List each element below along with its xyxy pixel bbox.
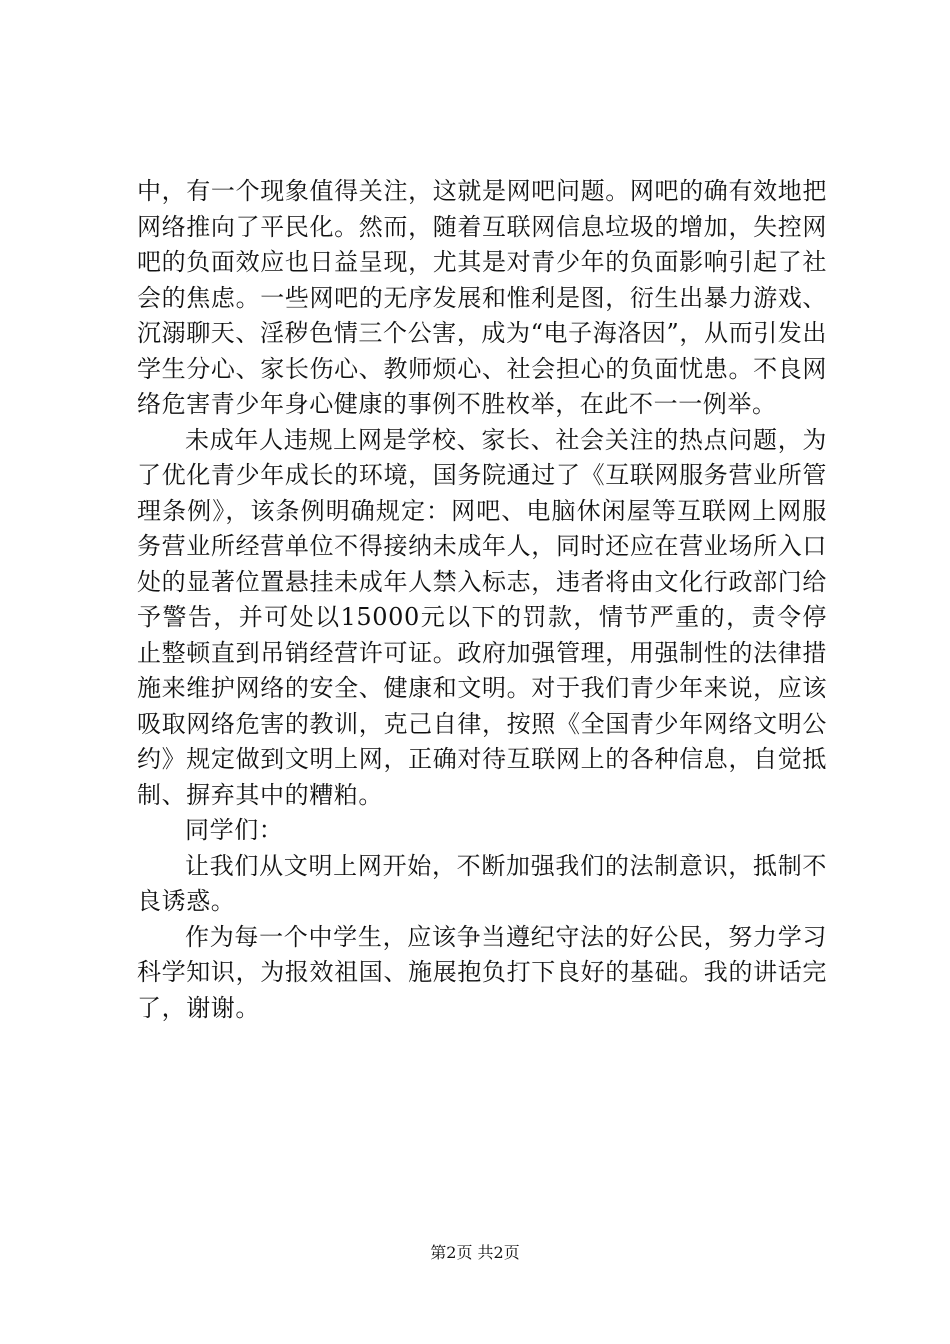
paragraph-salutation: 同学们：	[185, 816, 284, 844]
paragraph-regulation: 未成年人违规上网是学校、家长、社会关注的热点问题，为了优化青少年成长的环境，国务院通过了《互联网服务营业所管理条例》，该条例明确规定：网吧、电脑休闲屋等互联网上网服务营业所经营单位不得接纳未成年人，同时还应在营业场所入口处的显著位置悬挂未成年人禁入标志，违者将由文化行政部门给予警告，并可处以15000元以下的罚款，情节严重的，责令停止整顿直到吊销经营许可证。政府加强管理，用强制性的法律措施来维护网络的安全、健康和文明。对于我们青少年来说，应该吸取网络危害的教训，克己自律，按照《全国青少年网络文明公约》规定做到文明上网，正确对待互联网上的各种信息，自觉抵制、摒弃其中的糟粕。	[137, 425, 827, 809]
paragraph-call-to-action: 让我们从文明上网开始，不断加强我们的法制意识，抵制不良诱惑。	[137, 851, 827, 915]
paragraph-closing: 作为每一个中学生，应该争当遵纪守法的好公民，努力学习科学知识，为报效祖国、施展抱负打下良好的基础。我的讲话完了，谢谢。	[137, 922, 827, 1022]
page-footer: 第2页 共2页	[430, 1243, 520, 1262]
document-body	[137, 174, 827, 1026]
paragraph-continuation: 中，有一个现象值得关注，这就是网吧问题。网吧的确有效地把网络推向了平民化。然而，随着互联网信息垃圾的增加，失控网吧的负面效应也日益呈现，尤其是对青少年的负面影响引起了社会的焦虑。一些网吧的无序发展和惟利是图，衍生出暴力游戏、沉溺聊天、淫秽色情三个公害，成为“电子海洛因”，从而引发出学生分心、家长伤心、教师烦心、社会担心的负面忧患。不良网络危害青少年身心健康的事例不胜枚举，在此不一一例举。	[137, 177, 827, 418]
